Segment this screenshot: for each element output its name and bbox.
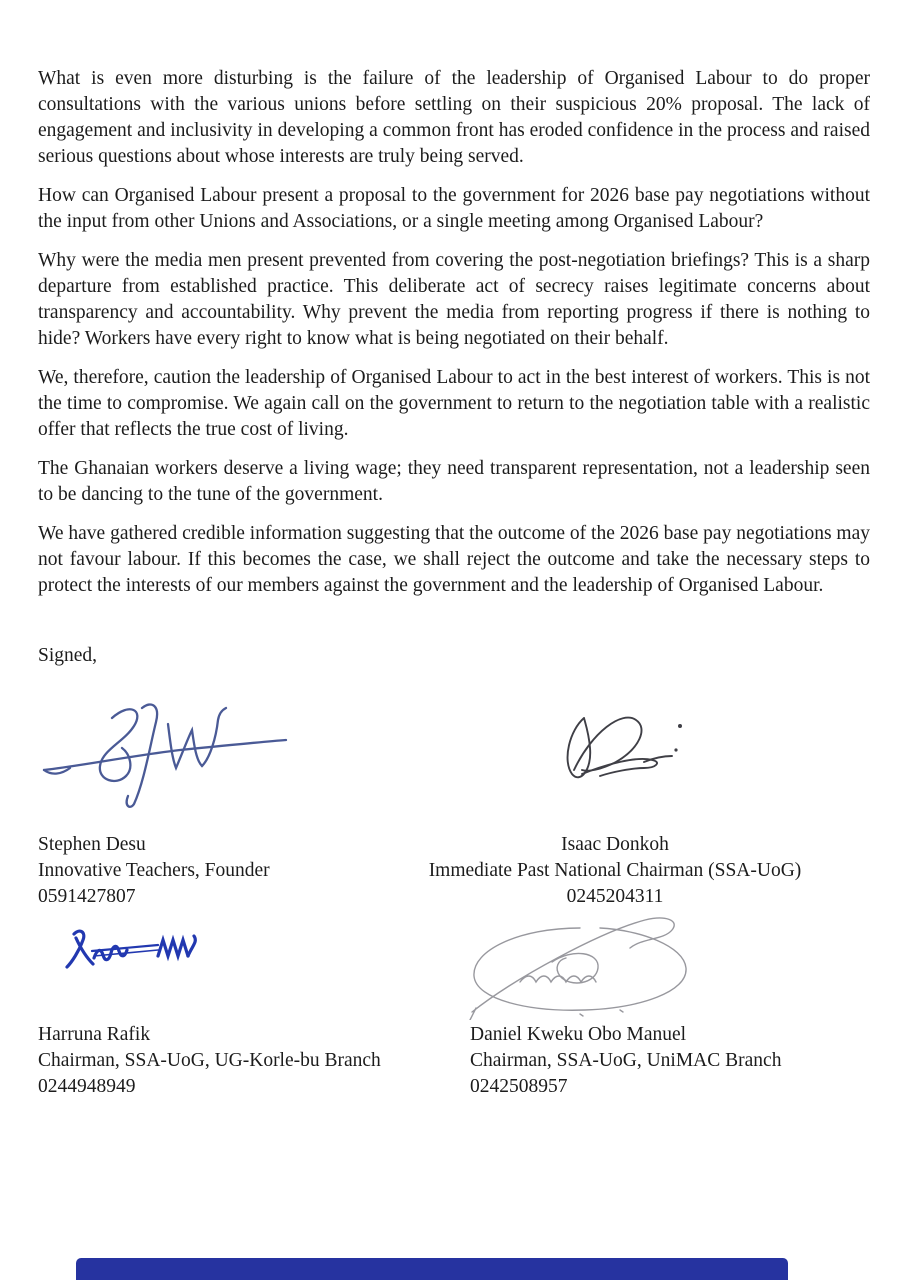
signatory-harruna-rafik	[0, 1022, 405, 1100]
signatory-title: Innovative Teachers, Founder	[38, 860, 270, 881]
signature-stephen-desu-image	[40, 696, 290, 811]
signatory-phone: 0591427807	[38, 886, 136, 907]
paragraph-4: We, therefore, caution the leadership of Organised Labour to act in the best interest of workers. This is not the time to compromise. We again call on the government to return to the negotiation table with a realistic offer that reflects the true cost of living.	[38, 367, 870, 440]
signatory-phone: 0242508957	[470, 1076, 568, 1097]
signature-row-top	[0, 682, 917, 832]
signature-isaac-donkoh-image	[552, 704, 702, 789]
signatory-stephen-desu	[0, 832, 405, 910]
paragraph-6: We have gathered credible information suggesting that the outcome of the 2026 base pay negotiations may not favour labour. If this becomes the case, we shall reject the outcome and take the necessary steps to protect the interests of our members against the government and the leadership of Organised Labour.	[38, 523, 870, 596]
signatory-row-bottom	[0, 1022, 917, 1100]
paragraph-3: Why were the media men present prevented from covering the post-negotiation briefings? This is a sharp departure from established practice. This deliberate act of secrecy raises legitimate concerns about transparency and accountability. Why prevent the media from reporting progress if there is nothing to hide? Workers have every right to know what is being negotiated on their behalf.	[38, 250, 870, 349]
signatory-isaac-donkoh	[405, 832, 825, 910]
signatory-phone: 0245204311	[566, 886, 664, 907]
signatory-row-top	[0, 832, 917, 910]
signed-label: Signed,	[38, 645, 98, 666]
bottom-bar	[76, 1258, 788, 1280]
signatory-name: Harruna Rafik	[38, 1024, 151, 1045]
signatory-name: Isaac Donkoh	[561, 834, 669, 855]
signature-harruna-rafik-image	[60, 924, 200, 974]
signatory-title: Chairman, SSA-UoG, UG-Korle-bu Branch	[38, 1050, 381, 1071]
signatory-title: Immediate Past National Chairman (SSA-UoG)	[428, 860, 802, 881]
signatory-name: Stephen Desu	[38, 834, 146, 855]
paragraph-1: What is even more disturbing is the failure of the leadership of Organised Labour to do proper consultations with the various unions before settling on their suspicious 20% proposal. The lack of engagement and inclusivity in developing a common front has eroded confidence in the process and raised serious questions about whose interests are truly being served.	[38, 68, 870, 167]
signatory-phone: 0244948949	[38, 1076, 136, 1097]
paragraph-5: The Ghanaian workers deserve a living wage; they need transparent representation, not a leadership seen to be dancing to the tune of the government.	[38, 458, 870, 505]
signatory-daniel-kweku-obo-manuel	[405, 1022, 845, 1100]
paragraph-2: How can Organised Labour present a proposal to the government for 2026 base pay negotiations without the input from other Unions and Associations, or a single meeting among Organised Labour?	[38, 185, 870, 232]
signatory-name: Daniel Kweku Obo Manuel	[470, 1024, 687, 1045]
signature-row-bottom	[0, 910, 917, 1022]
signatory-title: Chairman, SSA-UoG, UniMAC Branch	[470, 1050, 782, 1071]
signature-daniel-kweku-obo-manuel-image	[460, 910, 705, 1020]
